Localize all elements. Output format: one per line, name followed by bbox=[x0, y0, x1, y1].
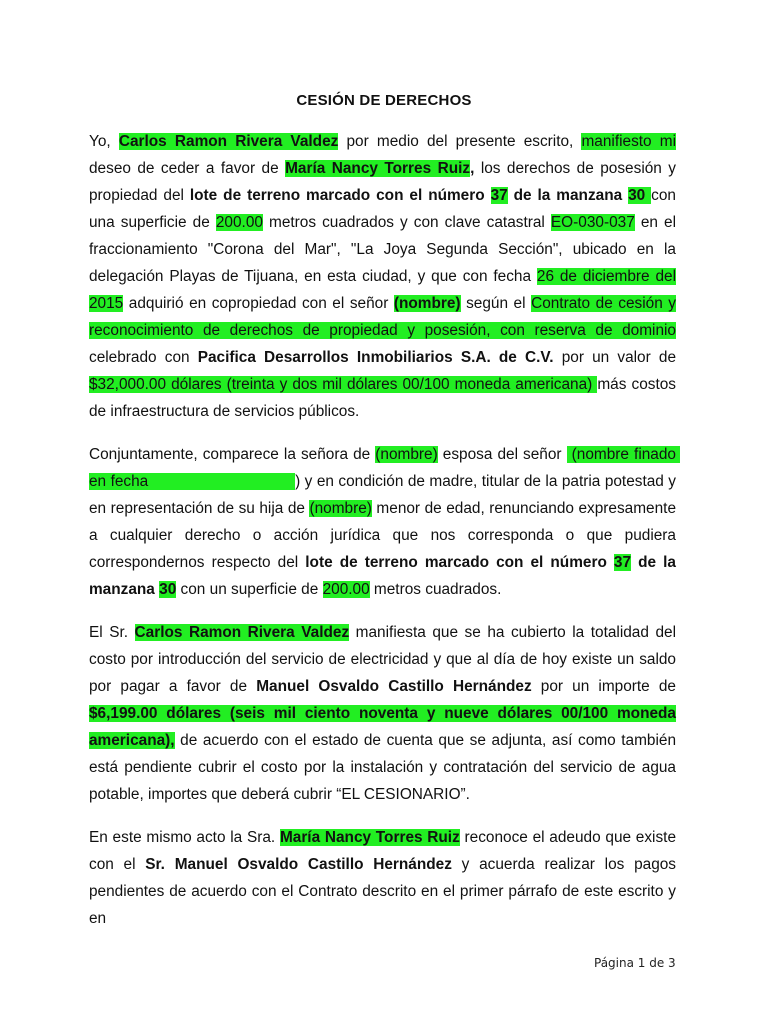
text-segment: 37 bbox=[613, 554, 632, 571]
text-segment: de la manzana bbox=[89, 554, 676, 598]
text-segment: con un superficie de bbox=[176, 581, 323, 598]
page-number: Página 1 de 3 bbox=[594, 956, 676, 970]
text-segment: EO-030-037 bbox=[550, 214, 635, 231]
text-segment: en el fraccionamiento "Corona del Mar", "La Joya Segunda Sección", ubicado en la delegación Playas de Tijuana, en esta ciudad, y que con fecha bbox=[89, 214, 676, 285]
text-segment: por un valor de bbox=[553, 349, 676, 366]
paragraph-3 bbox=[89, 619, 676, 808]
text-segment: (nombre) bbox=[375, 446, 438, 463]
text-segment: $6,199.00 dólares (seis mil ciento noventa y nueve dólares 00/100 moneda americana), bbox=[89, 705, 676, 749]
text-segment: María Nancy Torres Ruiz bbox=[285, 160, 471, 177]
text-segment: menor de edad, renunciando expresamente a cualquier derecho o acción jurídica que nos corresponda o que pudiera correspondernos respecto del bbox=[89, 500, 676, 571]
paragraph-2 bbox=[89, 441, 681, 603]
text-segment: 30 bbox=[159, 581, 177, 598]
text-segment: $32,000.00 dólares (treinta y dos mil dólares 00/100 moneda americana) bbox=[89, 376, 598, 393]
text-segment: Contrato de cesión y reconocimiento de derechos de propiedad y posesión, con reserva de dominio bbox=[89, 295, 676, 339]
text-segment: Pacifica Desarrollos Inmobiliarios S.A. de C.V. bbox=[197, 349, 554, 366]
text-segment: reconoce el adeudo que existe con el bbox=[89, 829, 676, 873]
paragraph-4 bbox=[89, 824, 676, 932]
text-segment: Conjuntamente, comparece la señora de bbox=[89, 446, 376, 463]
text-segment: manifiesto mi bbox=[581, 133, 677, 150]
text-segment: más costos de infraestructura de servicios públicos. bbox=[89, 376, 676, 420]
text-segment: celebrado con bbox=[89, 349, 198, 366]
text-segment: ) y en condición de madre, titular de la patria potestad y en representación de su hija de bbox=[89, 473, 677, 517]
text-segment: 200.00 bbox=[322, 581, 370, 598]
text-segment: de acuerdo con el estado de cuenta que se adjunta, así como también está pendiente cubrir el costo por la instalación y contratación del servicio de agua potable, importes que deberá cubrir “EL CESIONARIO”. bbox=[89, 732, 676, 803]
document-title: CESIÓN DE DERECHOS bbox=[296, 92, 472, 109]
text-segment: de la manzana bbox=[507, 187, 629, 204]
text-segment: por un importe de bbox=[531, 678, 676, 695]
text-segment: Carlos Ramon Rivera Valdez bbox=[134, 624, 350, 641]
text-segment: deseo de ceder a favor de bbox=[89, 160, 286, 177]
text-segment: 37 bbox=[490, 187, 508, 204]
text-segment: adquirió en copropiedad con el señor bbox=[123, 295, 394, 312]
text-segment: y acuerda realizar los pagos pendientes de acuerdo con el Contrato descrito en el primer párrafo de este escrito y en bbox=[89, 856, 677, 927]
text-segment: (nombre finado en fecha bbox=[89, 446, 681, 490]
text-segment: En este mismo acto la Sra. bbox=[89, 829, 280, 846]
text-segment: metros cuadrados y con clave catastral bbox=[262, 214, 551, 231]
text-segment: Manuel Osvaldo Castillo Hernández bbox=[256, 678, 532, 695]
text-segment: 200.00 bbox=[215, 214, 263, 231]
text-segment: por medio del presente escrito, bbox=[338, 133, 582, 150]
text-segment: según el bbox=[460, 295, 532, 312]
text-segment: Sr. Manuel Osvaldo Castillo Hernández bbox=[145, 856, 452, 873]
text-segment: metros cuadrados. bbox=[369, 581, 502, 598]
paragraph-1 bbox=[89, 128, 676, 425]
text-segment: María Nancy Torres Ruiz bbox=[279, 829, 460, 846]
text-segment: lote de terreno marcado con el número bbox=[189, 187, 491, 204]
text-segment: manifiesta que se ha cubierto la totalidad del costo por introducción del servicio de electricidad y que al día de hoy existe un saldo por pagar a favor de bbox=[89, 624, 676, 695]
text-segment: Carlos Ramon Rivera Valdez bbox=[118, 133, 339, 150]
text-segment: con una superficie de bbox=[89, 187, 676, 231]
text-segment: los derechos de posesión y propiedad del bbox=[89, 160, 676, 204]
document-body bbox=[89, 128, 681, 948]
text-segment: esposa del señor bbox=[437, 446, 567, 463]
text-segment: (nombre) bbox=[393, 295, 461, 312]
text-segment: Yo, bbox=[89, 133, 119, 150]
text-segment: (nombre) bbox=[309, 500, 372, 517]
text-segment: El Sr. bbox=[89, 624, 135, 641]
text-segment: 30 bbox=[628, 187, 652, 204]
text-segment: 26 de diciembre del 2015 bbox=[89, 268, 676, 312]
text-segment: lote de terreno marcado con el número bbox=[305, 554, 614, 571]
text-segment: , bbox=[470, 160, 481, 177]
